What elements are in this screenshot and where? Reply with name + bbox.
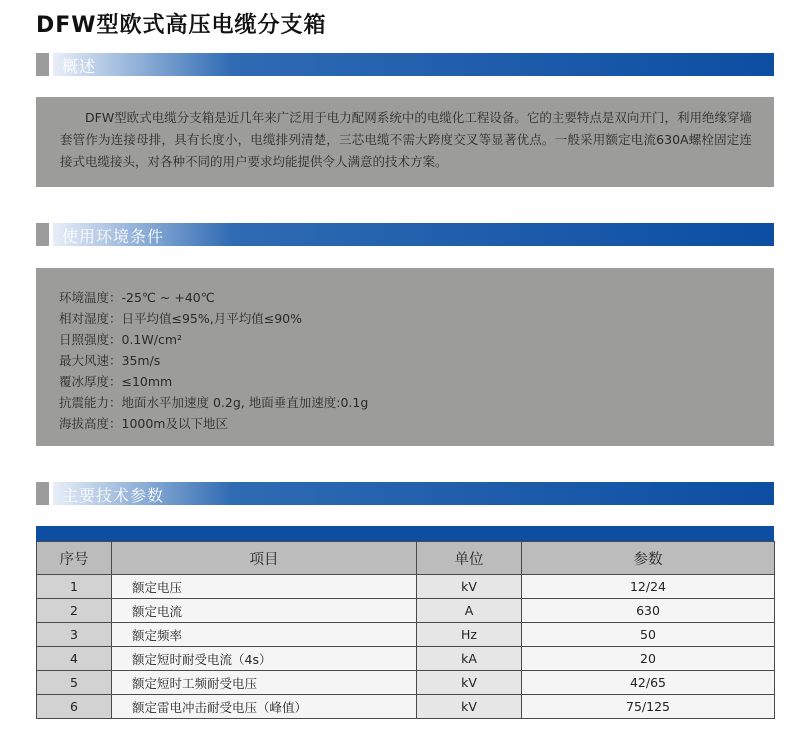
overview-panel — [36, 97, 774, 187]
cell-item: 额定电流 — [112, 599, 417, 623]
cell-value: 75/125 — [522, 695, 775, 719]
env-seismic: 抗震能力：地面水平加速度 0.2g, 地面垂直加速度:0.1g — [59, 395, 369, 410]
cell-value: 50 — [522, 623, 775, 647]
col-header-item: 项目 — [112, 542, 417, 575]
cell-unit: A — [417, 599, 522, 623]
cell-index: 2 — [37, 599, 112, 623]
cell-unit: Hz — [417, 623, 522, 647]
environment-list — [36, 268, 774, 434]
cell-index: 4 — [37, 647, 112, 671]
section-title-specs: 主要技术参数 — [62, 486, 165, 505]
cell-value: 42/65 — [522, 671, 775, 695]
section-marker — [36, 223, 49, 246]
overview-text: DFW型欧式电缆分支箱是近几年来广泛用于电力配网系统中的电缆化工程设备。它的主要特点是双向开门，利用绝缘穿墙套管作为连接母排，具有长度小，电缆排列清楚，三芯电缆不需大跨度交叉等显著优点。一般采用额定电流630A螺栓固定连接式电缆接头，对各种不同的用户要求均能提供令人满意的技术方案。 — [60, 110, 752, 169]
cell-item: 额定雷电冲击耐受电压（峰值） — [112, 695, 417, 719]
cell-value: 20 — [522, 647, 775, 671]
table-row — [37, 695, 775, 719]
table-row — [37, 671, 775, 695]
table-row — [37, 575, 775, 599]
env-temperature: 环境温度：-25℃ ~ +40℃ — [59, 290, 215, 305]
cell-index: 5 — [37, 671, 112, 695]
section-band — [53, 53, 774, 76]
section-header-environment — [36, 223, 774, 246]
cell-value: 630 — [522, 599, 775, 623]
table-row — [37, 647, 775, 671]
cell-index: 1 — [37, 575, 112, 599]
section-marker — [36, 482, 49, 505]
env-sunlight: 日照强度：0.1W/cm² — [59, 332, 183, 347]
section-marker — [36, 53, 49, 76]
environment-panel — [36, 268, 774, 446]
env-ice: 覆冰厚度：≤10mm — [59, 374, 173, 389]
cell-item: 额定电压 — [112, 575, 417, 599]
cell-unit: kA — [417, 647, 522, 671]
cell-item: 额定短时耐受电流（4s） — [112, 647, 417, 671]
cell-item: 额定短时工频耐受电压 — [112, 671, 417, 695]
cell-item: 额定频率 — [112, 623, 417, 647]
env-humidity: 相对湿度：日平均值≤95%,月平均值≤90% — [59, 311, 302, 326]
table-top-bar — [36, 526, 774, 541]
cell-unit: kV — [417, 671, 522, 695]
cell-value: 12/24 — [522, 575, 775, 599]
section-header-specs — [36, 482, 774, 505]
cell-unit: kV — [417, 575, 522, 599]
page-title: DFW型欧式高压电缆分支箱 — [36, 13, 327, 38]
col-header-unit: 单位 — [417, 542, 522, 575]
section-title-overview: 概述 — [62, 57, 97, 76]
section-title-environment: 使用环境条件 — [62, 227, 165, 246]
env-altitude: 海拔高度：1000m及以下地区 — [59, 416, 228, 431]
env-wind: 最大风速：35m/s — [59, 353, 161, 368]
cell-index: 6 — [37, 695, 112, 719]
col-header-index: 序号 — [37, 542, 112, 575]
table-row — [37, 599, 775, 623]
section-header-overview — [36, 53, 774, 76]
table-header-row — [37, 542, 775, 575]
cell-index: 3 — [37, 623, 112, 647]
table-row — [37, 623, 775, 647]
col-header-value: 参数 — [522, 542, 775, 575]
cell-unit: kV — [417, 695, 522, 719]
specs-table — [36, 541, 775, 719]
